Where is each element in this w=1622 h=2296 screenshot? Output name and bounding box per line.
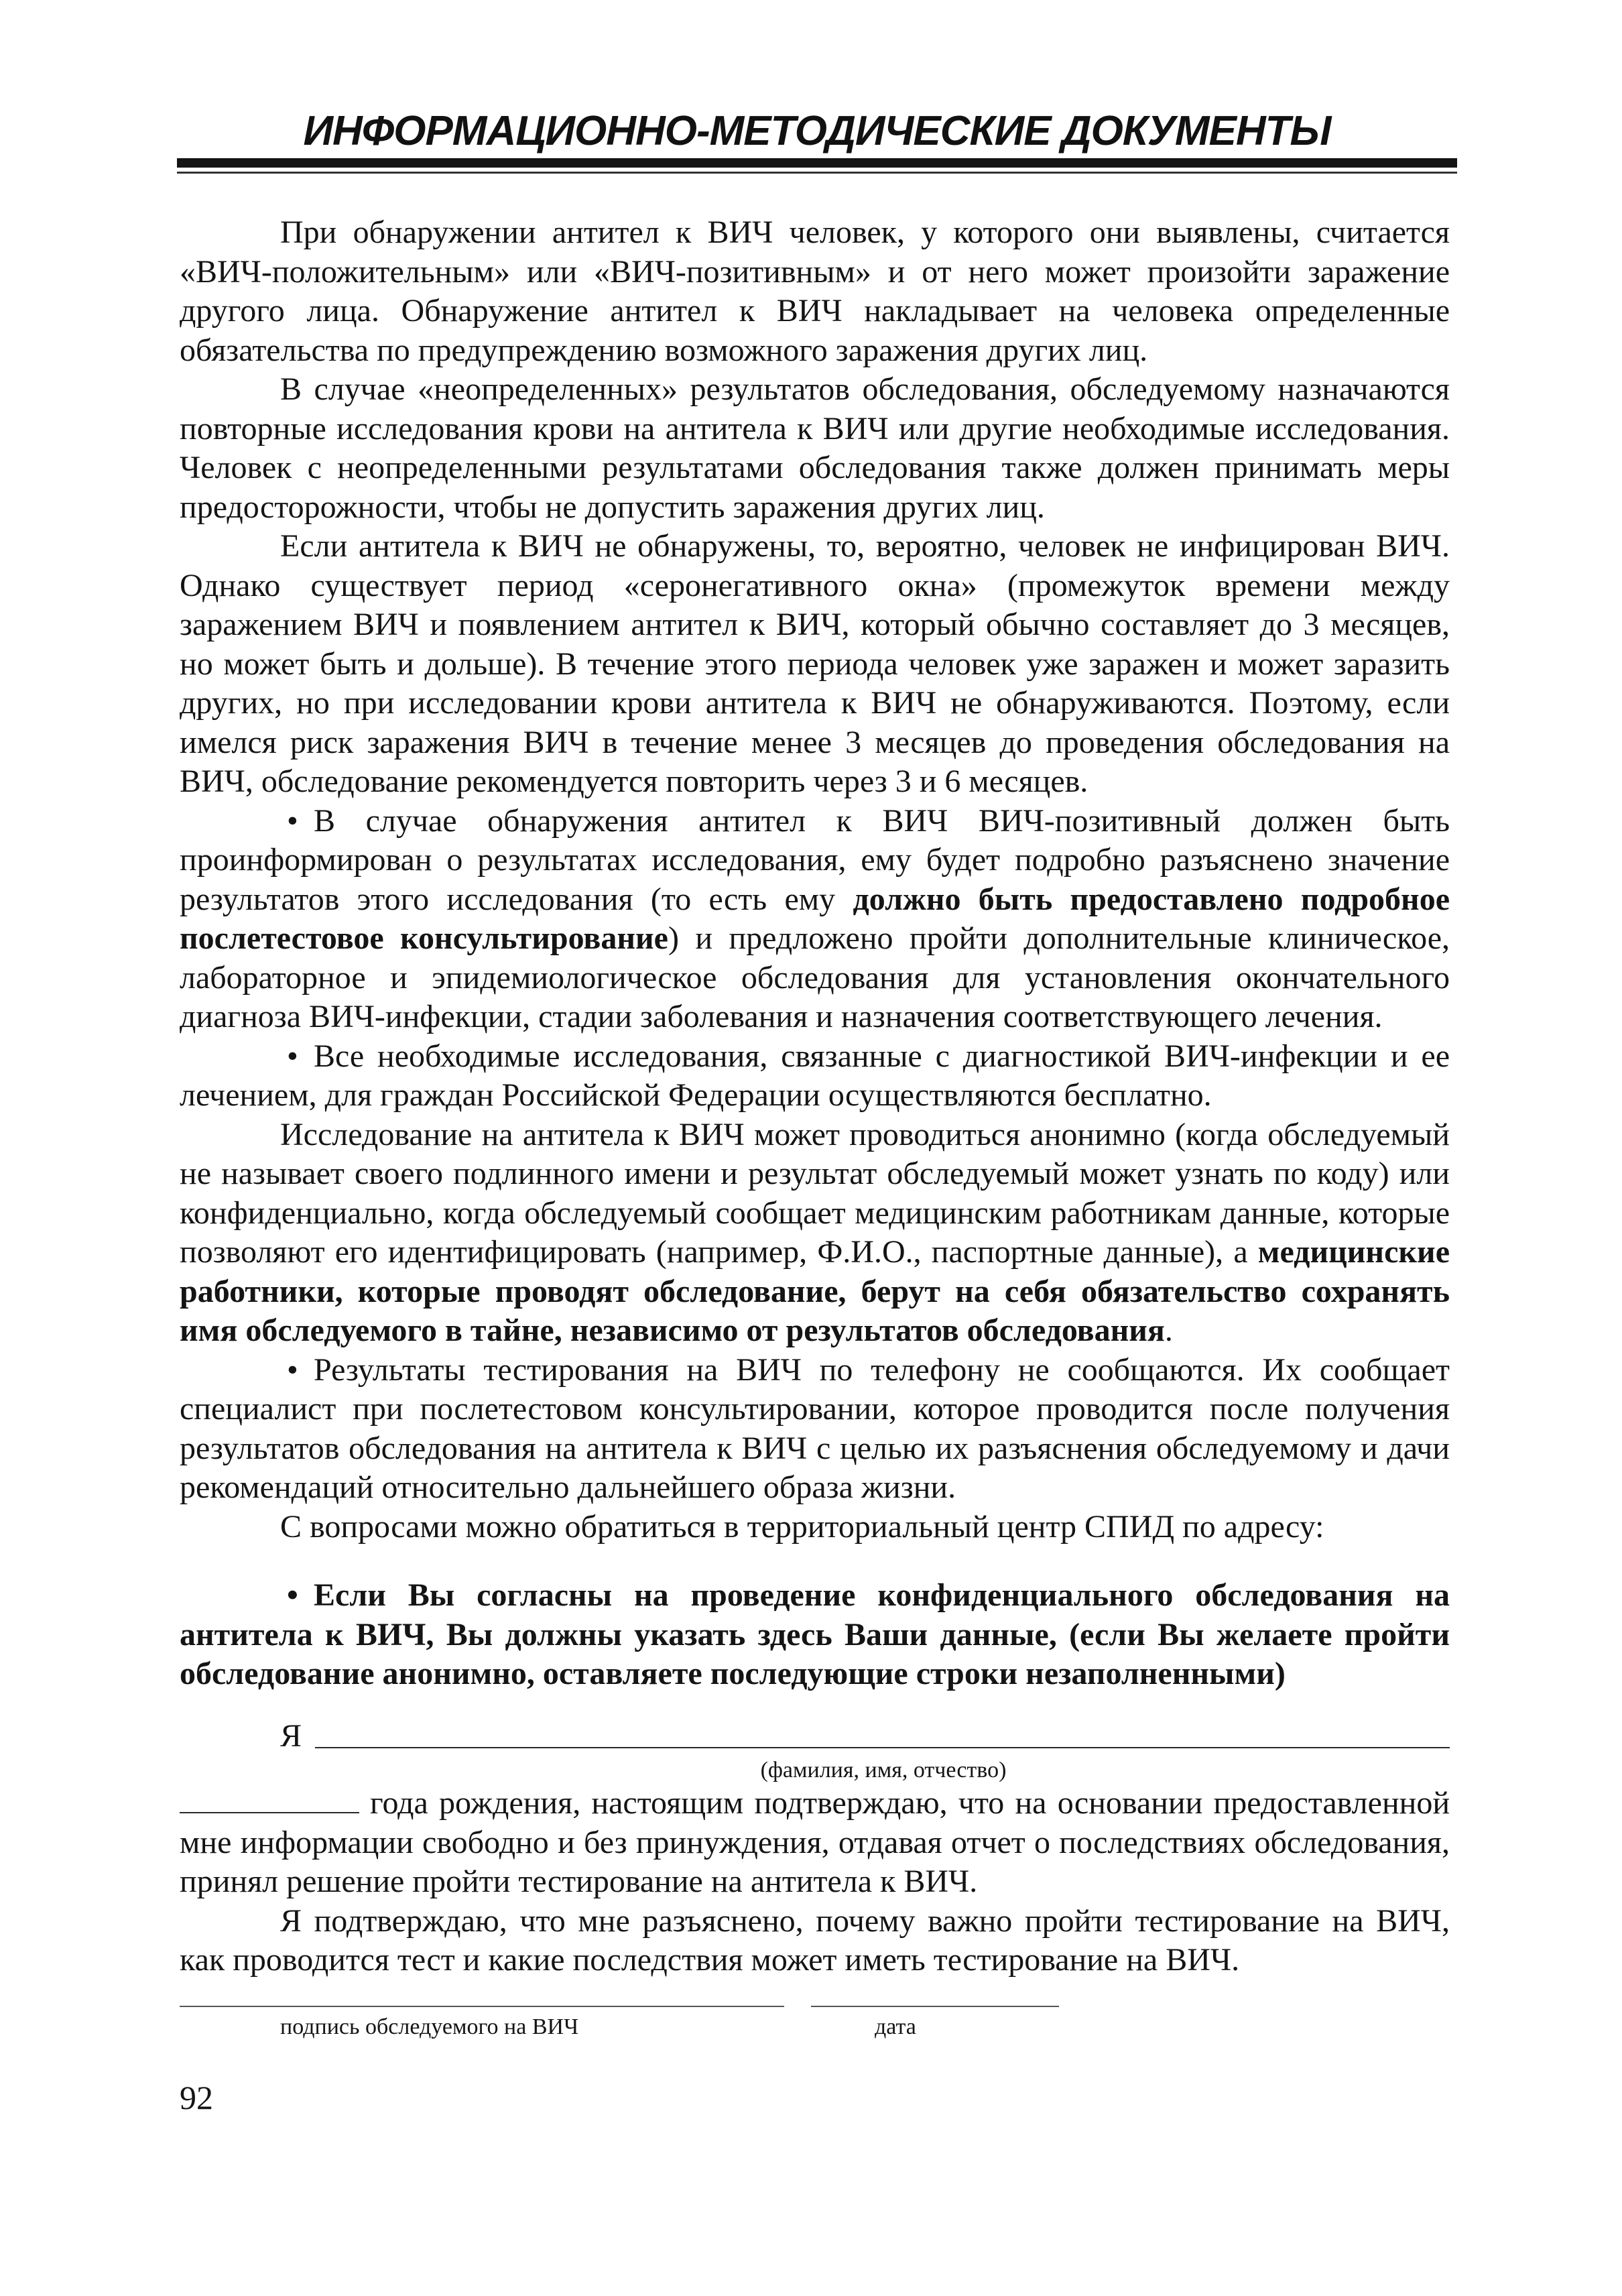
birth-year-field-line: [180, 1812, 359, 1813]
page-header: [177, 106, 1457, 157]
paragraph-anonymous-testing: [180, 1115, 1450, 1351]
document-body: [180, 213, 1450, 2117]
page-number: 92: [180, 2078, 213, 2116]
list-item-positive-counseling: [180, 802, 1450, 1037]
list-item-free-testing: [180, 1037, 1450, 1115]
full-name-field-line: [315, 1747, 1450, 1748]
bullet-icon: •: [287, 1577, 298, 1613]
date-field-line: [811, 2006, 1059, 2007]
paragraph-contact-center: С вопросами можно обратиться в территориальный центр СПИД по адресу:: [280, 1508, 1324, 1545]
bold-emphasis-text: медицинские работники, которые проводят обследование, берут на себя обязательство сохранять имя обследуемого в тайне, независимо от результатов обследования: [180, 1234, 1450, 1348]
date-caption: дата: [875, 2014, 916, 2039]
paragraph-positive-result: При обнаружении антител к ВИЧ человек, у которого они выявлены, считается «ВИЧ-положительным» или «ВИЧ-позитивным» и от него может произойти заражение другого лица. Обнаружение антител к ВИЧ накладывает на человека определенные обязательства по предупреждению возможного заражения других лиц.: [180, 215, 1450, 368]
paragraph-negative-result: Если антитела к ВИЧ не обнаружены, то, вероятно, человек не инфицирован ВИЧ. Однако существует период «серонегативного окна» (промежуток времени между заражением ВИЧ и появлением антител к ВИЧ, который обычно составляет до 3 месяцев, но может быть и дольше). В течение этого периода человек уже заражен и может заразить других, но при исследовании крови антитела к ВИЧ не обнаруживаются. Поэтому, если имелся риск заражения ВИЧ в течение менее 3 месяцев до проведения обследования на ВИЧ, обследование рекомендуется повторить через 3 и 6 месяцев.: [180, 528, 1450, 799]
list-item-text: Все необходимые исследования, связанные с диагностикой ВИЧ-инфекции и ее лечением, для граждан Российской Федерации осуществляются бесплатно.: [180, 1038, 1450, 1113]
full-name-caption: (фамилия, имя, отчество): [760, 1758, 1007, 1783]
signature-captions: [180, 2014, 1450, 2043]
full-name-row: [180, 1717, 1450, 1756]
list-item-consent-notice: [180, 1576, 1450, 1694]
bullet-icon: •: [287, 802, 298, 839]
signature-field-line: [180, 2006, 784, 2007]
confirmation-statement: Я подтверждаю, что мне разъяснено, почему важно пройти тестирование на ВИЧ, как проводится тест и какие последствия может иметь тестирование на ВИЧ.: [180, 1902, 1450, 1978]
bold-emphasis-text: должно быть предоставлено подробное послетестовое консультирование: [180, 881, 1450, 956]
signature-lines: [180, 2006, 1450, 2008]
list-item-text: В случае обнаружения антител к ВИЧ ВИЧ-позитивный должен быть проинформирован о результатах исследования, ему будет подробно разъяснено значение результатов этого исследования (то есть ему: [180, 802, 1450, 917]
header-rule-thick: [177, 158, 1457, 168]
header-rule-thin: [177, 172, 1457, 174]
birth-year-statement: [180, 1784, 1450, 1902]
signature-block: [180, 2006, 1450, 2043]
list-item-text: Результаты тестирования на ВИЧ по телефону не сообщаются. Их сообщает специалист при послетестовом консультировании, которое проводится после получения результатов обследования на антитела к ВИЧ с целью их разъяснения обследуемому и дачи рекомендаций относительно дальнейшего образа жизни.: [180, 1351, 1450, 1505]
paragraph-text: Исследование на антитела к ВИЧ может проводиться анонимно (когда обследуемый не называет своего подлинного имени и результат обследуемый может узнать по коду) или конфиденциально, когда обследуемый сообщает медицинским работникам данные, которые позволяют его идентифицировать (например, Ф.И.О., паспортные данные), а: [180, 1116, 1450, 1270]
list-item-text-continued: ) и предложено пройти дополнительные клиническое, лабораторное и эпидемиологическое обследования для установления окончательного диагноза ВИЧ-инфекции, стадии заболевания и назначения соответствующего лечения.: [180, 920, 1450, 1034]
consent-notice-text: Если Вы согласны на проведение конфиденциального обследования на антитела к ВИЧ, Вы должны указать здесь Ваши данные, (если Вы желаете пройти обследование анонимно, оставляете последующие строки незаполненными): [180, 1577, 1450, 1691]
list-item-results-by-phone: [180, 1351, 1450, 1508]
birth-year-statement-text: года рождения, настоящим подтверждаю, что на основании предоставленной мне информации свободно и без принуждения, отдавая отчет о последствиях обследования, принял решение пройти тестирование на антитела к ВИЧ.: [180, 1785, 1450, 1899]
name-prefix: Я: [280, 1717, 302, 1754]
header-title: ИНФОРМАЦИОННО-МЕТОДИЧЕСКИЕ ДОКУМЕНТЫ: [303, 108, 1331, 154]
signature-caption: подпись обследуемого на ВИЧ: [280, 2014, 579, 2039]
paragraph-text-end: .: [1164, 1313, 1173, 1348]
paragraph-indeterminate-result: В случае «неопределенных» результатов обследования, обследуемому назначаются повторные исследования крови на антитела к ВИЧ или другие необходимые исследования. Человек с неопределенными результатами обследования также должен принимать меры предосторожности, чтобы не допустить заражения других лиц.: [180, 371, 1450, 525]
bullet-icon: •: [287, 1351, 298, 1388]
consent-form: [180, 1717, 1450, 2043]
bullet-icon: •: [287, 1038, 298, 1074]
